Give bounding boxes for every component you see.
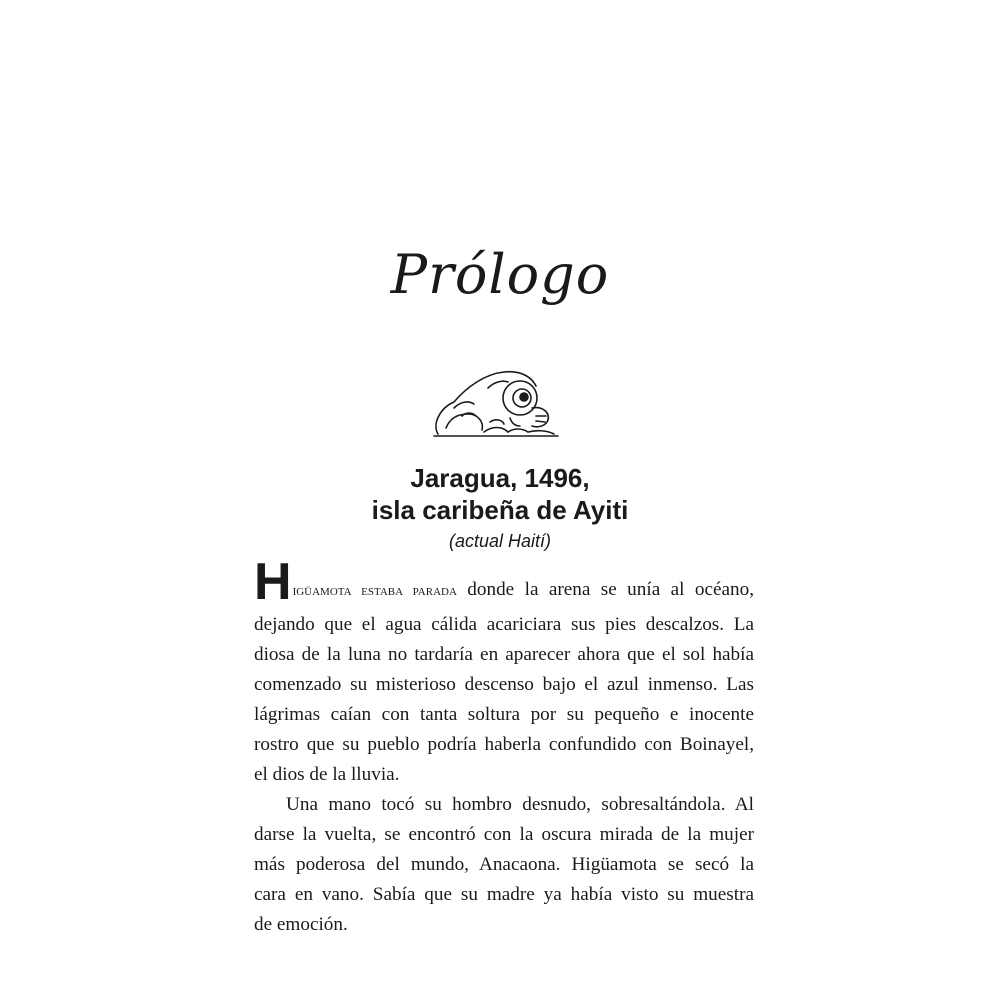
paragraph-1-line-1	[254, 553, 755, 611]
paragraph-2-line: más poderosa del mundo, Anacaona. Higüamota se secó la	[254, 854, 754, 875]
chapter-title: Prólogo	[390, 243, 610, 306]
drop-cap: H	[254, 553, 292, 611]
paragraph-1-line-1-rest: donde la arena se unía al océano,	[456, 579, 755, 600]
heading-line-1: Jaragua, 1496,	[410, 463, 590, 493]
paragraph-1-line: el dios de la lluvia.	[254, 764, 400, 785]
paragraph-2-line: Una mano tocó su hombro desnudo, sobresaltándola. Al	[286, 794, 754, 815]
paragraph-1-line: dejando que el agua cálida acariciara sus pies descalzos. La	[254, 614, 754, 635]
section-heading	[0, 462, 1000, 526]
paragraph-1-line: lágrimas caían con tanta soltura por su pequeño e inocente	[254, 704, 754, 725]
paragraph-1-line: rostro que su pueblo podría haberla confundido con Boinayel,	[254, 734, 754, 755]
paragraph-2-line: darse la vuelta, se encontró con la oscura mirada de la mujer	[254, 824, 754, 845]
taino-figure-icon	[428, 368, 562, 440]
heading-line-2: isla caribeña de Ayiti	[371, 495, 629, 525]
body-text	[254, 553, 755, 940]
paragraph-1-line: diosa de la luna no tardaría en aparecer ahora que el sol había	[254, 644, 754, 665]
opening-smallcaps: igüamota estaba parada	[292, 582, 457, 599]
section-subtitle: (actual Haití)	[448, 531, 552, 551]
paragraph-1-line: comenzado su misterioso descenso bajo el azul inmenso. Las	[254, 674, 754, 695]
paragraph-2-line: de emoción.	[254, 914, 348, 935]
paragraph-2-line: cara en vano. Sabía que su madre ya había visto su muestra	[254, 884, 754, 905]
